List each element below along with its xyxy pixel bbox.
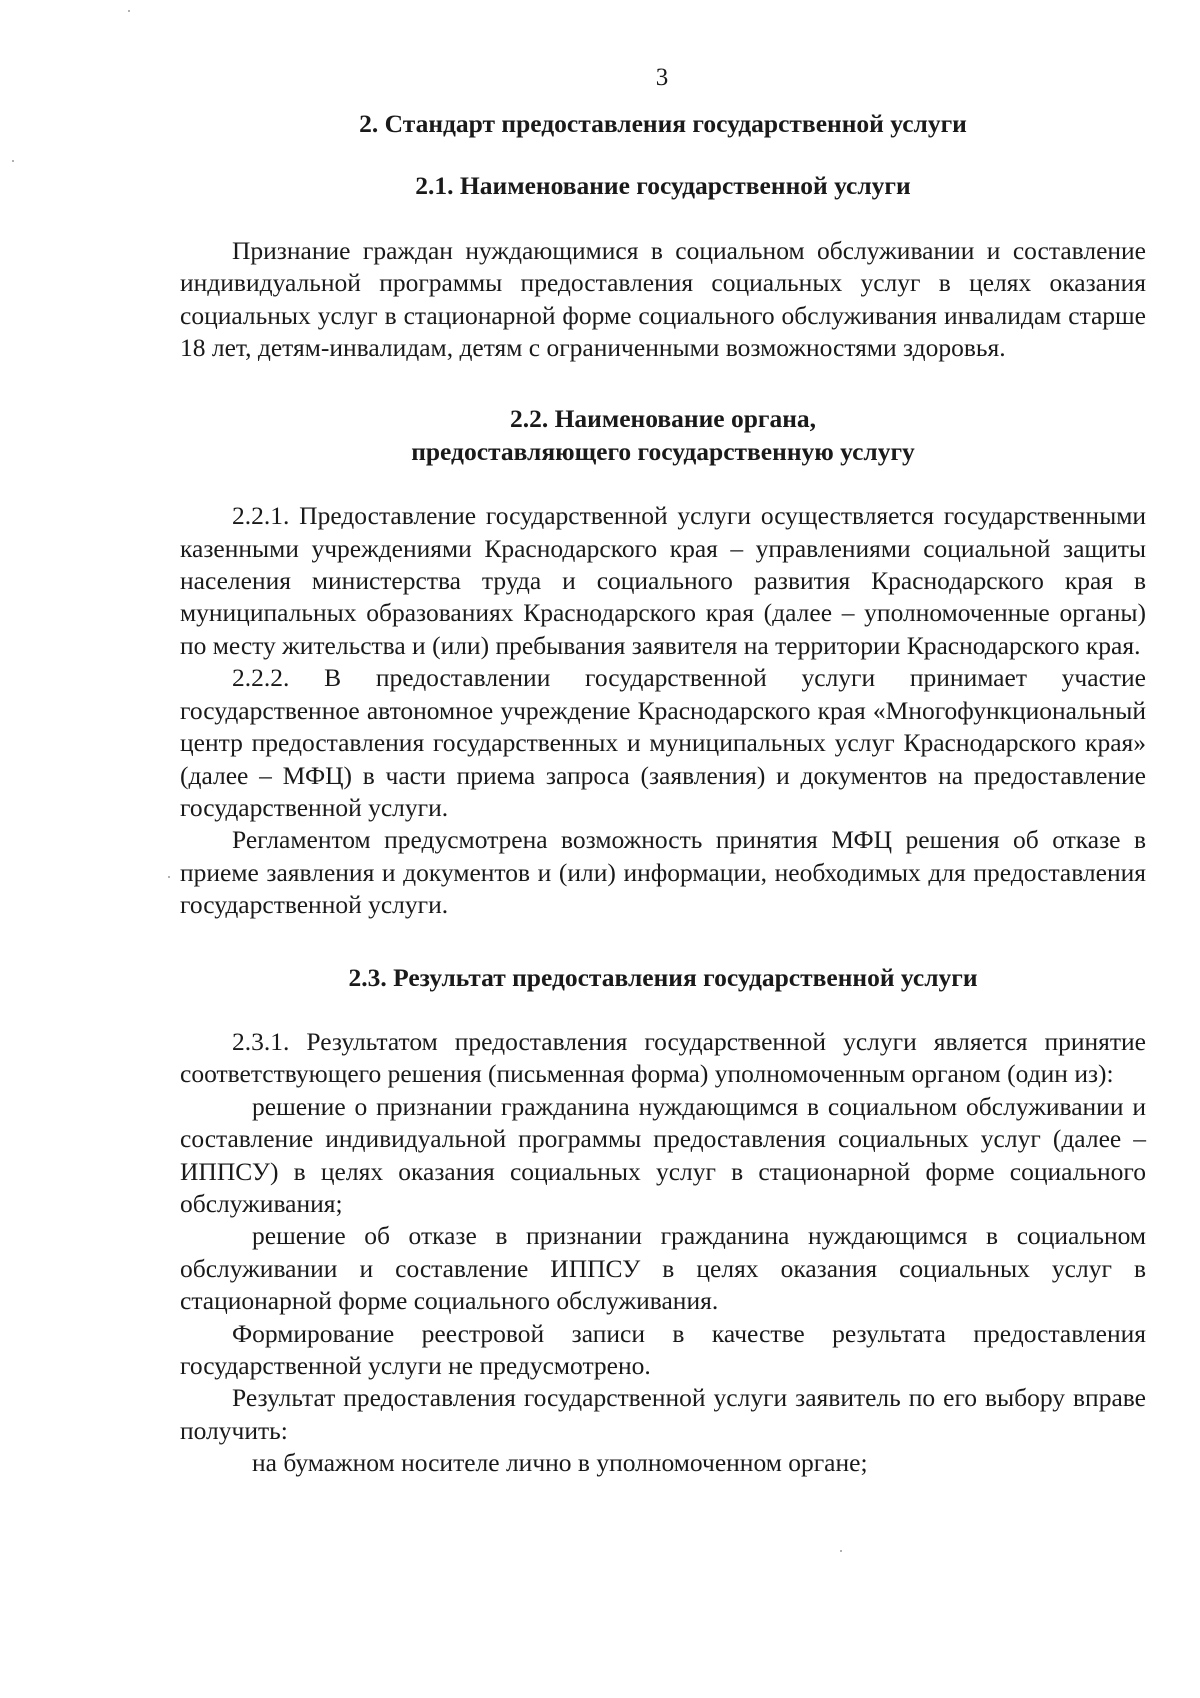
scan-speck [168,876,170,878]
scan-speck [128,10,130,12]
paragraph-2-2-1: 2.2.1. Предоставление государственной услуги осуществляется государственными казенными учреждениями Краснодарского края – управлениями социальной защиты населения министерства труда и социального развития Краснодарского края в муниципальных образованиях Краснодарского края (далее – уполномоченные органы) по месту жительства и (или) пребывания заявителя на территории Краснодарского края. [180,501,1146,660]
paragraph-2-2-2: 2.2.2. В предоставлении государственной услуги принимает участие государственное автономное учреждение Краснодарского края «Многофункциональный центр предоставления государственных и муниципальных услуг Краснодарского края» (далее – МФЦ) в части приема запроса (заявления) и документов на предоставление государственной услуги. [180,663,1146,822]
subsection-title-2-3: 2.3. Результат предоставления государственной услуги [348,962,978,992]
section-title: 2. Стандарт предоставления государственной услуги [359,109,967,138]
paragraph-2-3-1: 2.3.1. Результатом предоставления государственной услуги является принятие соответствующего решения (письменная форма) уполномоченным органом (один из): [180,1026,1146,1089]
paragraph-2-3-decision-positive: решение о признании гражданина нуждающимся в социальном обслуживании и составление индивидуальной программы предоставления социальных услуг (далее – ИППСУ) в целях оказания социальных услуг в стационарной форме социального обслуживания; [180,1091,1146,1218]
paragraph-2-3-result-choice: Результат предоставления государственной услуги заявитель по его выбору вправе получить: [180,1383,1146,1445]
scan-speck [840,1550,842,1552]
subsection-title-2-2-line1: 2.2. Наименование органа, [509,404,817,434]
paragraph-2-3-paper-option: на бумажном носителе лично в уполномоченном органе; [252,1448,868,1478]
subsection-title-2-1: 2.1. Наименование государственной услуги [415,171,911,201]
paragraph-2-3-registry: Формирование реестровой записи в качестве результата предоставления государственной услуги не предусмотрено. [180,1318,1146,1380]
subsection-title-2-2-line2: предоставляющего государственную услугу [411,436,915,466]
paragraph-2-3-decision-negative: решение об отказе в признании гражданина нуждающимся в социальном обслуживании и составление ИППСУ в целях оказания социальных услуг в стационарной форме социального обслуживания. [180,1221,1146,1316]
document-body [180,108,1146,1480]
subsection-title-2-2 [180,403,1146,468]
paragraph-2-2-regulation: Регламентом предусмотрена возможность принятия МФЦ решения об отказе в приеме заявления и документов и (или) информации, необходимых для предоставления государственной услуги. [180,825,1146,920]
paragraph-2-1-text: Признание граждан нуждающимися в социальном обслуживании и составление индивидуальной программы предоставления социальных услуг в целях оказания социальных услуг в стационарной форме социального обслуживания инвалидам старше 18 лет, детям-инвалидам, детям с ограниченными возможностями здоровья. [180,235,1146,363]
scan-speck [12,160,14,162]
page-number: 3 [655,64,669,91]
